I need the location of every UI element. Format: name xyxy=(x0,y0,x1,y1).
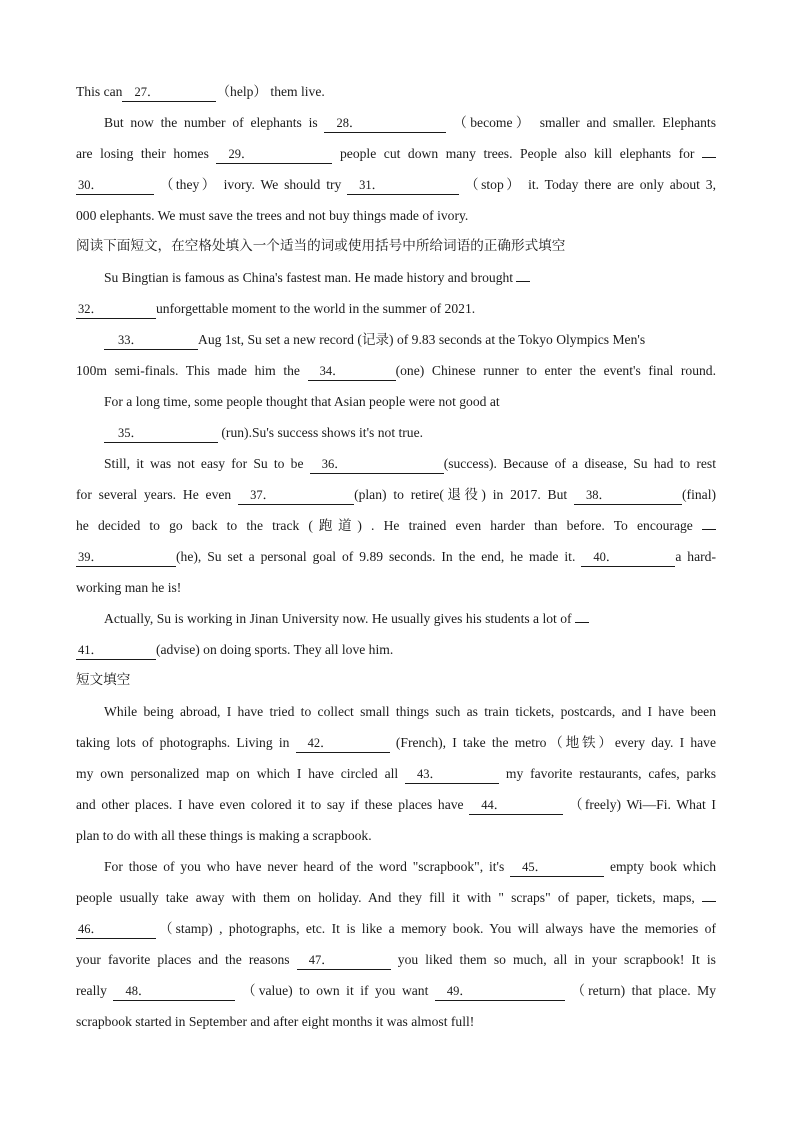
text: （value) to own it if you want xyxy=(241,983,429,998)
blank-number: 33． xyxy=(118,333,144,347)
passage3-line-9 xyxy=(76,944,716,975)
text: my own personalized map on which I have circled all xyxy=(76,766,399,781)
blank-31[interactable] xyxy=(347,178,459,195)
text: Aug 1st, Su set a new record (记录) of 9.83 seconds at the Tokyo Olympics Men's xyxy=(198,332,646,347)
blank-number: 45． xyxy=(522,860,548,874)
blank-46-start[interactable] xyxy=(702,885,716,902)
text: you liked them so much, all in your scrapbook! It is xyxy=(397,952,716,967)
passage1-line-5 xyxy=(76,200,716,231)
text: Su Bingtian is famous as China's fastest man. He made history and brought xyxy=(104,270,514,285)
blank-number: 28． xyxy=(336,116,362,130)
text: (run).Su's success shows it's not true. xyxy=(221,425,424,440)
passage3-line-10 xyxy=(76,975,716,1006)
text: (success). Because of a disease, Su had to rest xyxy=(443,456,716,471)
passage2-line-5 xyxy=(76,386,716,417)
text: a hard- xyxy=(675,549,716,564)
text: your favorite places and the reasons xyxy=(76,952,290,967)
passage2-line-8 xyxy=(76,479,716,510)
text: But now the number of elephants is xyxy=(104,115,318,130)
passage3-line-4 xyxy=(76,789,716,820)
blank-number: 42． xyxy=(307,736,333,750)
blank-30[interactable] xyxy=(76,178,154,195)
passage2-line-13 xyxy=(76,634,716,665)
passage3-line-5 xyxy=(76,820,716,851)
document-page xyxy=(76,76,716,1037)
text: (French), I take the metro（地铁）every day. I have xyxy=(395,735,716,750)
passage3-line-3 xyxy=(76,758,716,789)
blank-number: 38． xyxy=(586,488,612,502)
blank-32-start[interactable] xyxy=(516,265,530,282)
passage3-line-6 xyxy=(76,851,716,882)
blank-number: 39． xyxy=(78,550,104,564)
blank-41-start[interactable] xyxy=(575,606,589,623)
blank-30-start[interactable] xyxy=(702,141,716,158)
passage2-line-12 xyxy=(76,603,716,634)
blank-37[interactable] xyxy=(238,488,354,505)
blank-34[interactable] xyxy=(308,364,396,381)
blank-32[interactable] xyxy=(76,302,156,319)
blank-33[interactable] xyxy=(104,333,198,350)
text: (advise) on doing sports. They all love him. xyxy=(156,642,394,657)
blank-number: 49． xyxy=(446,984,472,998)
passage2-line-6 xyxy=(76,417,716,448)
blank-49[interactable] xyxy=(435,984,565,1001)
text: plan to do with all these things is making a scrapbook. xyxy=(76,828,372,843)
blank-38[interactable] xyxy=(574,488,682,505)
blank-number: 30． xyxy=(78,178,104,192)
blank-45[interactable] xyxy=(510,860,604,877)
blank-44[interactable] xyxy=(469,798,563,815)
blank-36[interactable] xyxy=(310,457,444,474)
passage2-line-10 xyxy=(76,541,716,572)
passage2-line-4 xyxy=(76,355,716,386)
text: are losing their homes xyxy=(76,146,209,161)
passage2-line-11 xyxy=(76,572,716,603)
blank-number: 32． xyxy=(78,302,104,316)
blank-number: 35． xyxy=(118,426,144,440)
blank-43[interactable] xyxy=(405,767,499,784)
blank-number: 36． xyxy=(321,457,347,471)
text: my favorite restaurants, cafes, parks xyxy=(505,766,716,781)
blank-29[interactable] xyxy=(216,147,332,164)
blank-47[interactable] xyxy=(297,953,391,970)
text: and other places. I have even colored it to say if these places have xyxy=(76,797,464,812)
text: empty book which xyxy=(609,859,716,874)
blank-39[interactable] xyxy=(76,550,176,567)
blank-35[interactable] xyxy=(104,426,218,443)
blank-number: 34． xyxy=(319,364,345,378)
text: （stamp) , photographs, etc. It is like a memory book. You will always have the memories of xyxy=(156,921,716,936)
text: 100m semi-finals. This made him the xyxy=(76,363,300,378)
blank-number: 43． xyxy=(417,767,443,781)
text: (he), Su set a personal goal of 9.89 seconds. In the end, he made it. xyxy=(176,549,576,564)
text: people usually take away with them on holiday. And they fill it with " scraps" of paper, tickets, maps, xyxy=(76,890,695,905)
blank-number: 48． xyxy=(125,984,151,998)
passage2-line-2 xyxy=(76,293,716,324)
passage2-line-7 xyxy=(76,448,716,479)
text: For those of you who have never heard of the word "scrapbook", it's xyxy=(104,859,505,874)
text: taking lots of photographs. Living in xyxy=(76,735,290,750)
text: While being abroad, I have tried to collect small things such as train tickets, postcards, and I have been xyxy=(104,704,716,719)
passage1-line-1 xyxy=(76,76,716,107)
passage2-line-1 xyxy=(76,262,716,293)
text: （they） ivory. We should try xyxy=(159,177,342,192)
text: For a long time, some people thought that Asian people were not good at xyxy=(104,394,500,409)
text: unforgettable moment to the world in the summer of 2021. xyxy=(156,301,476,316)
blank-48[interactable] xyxy=(113,984,235,1001)
passage1-line-4 xyxy=(76,169,716,200)
text: （become） smaller and smaller. Elephants xyxy=(453,115,716,130)
section-heading: 阅读下面短文，在空格处填入一个适当的词或使用括号中所给词语的正确形式填空 xyxy=(76,238,566,254)
passage1-line-3 xyxy=(76,138,716,169)
blank-number: 44． xyxy=(481,798,507,812)
text: (plan) to retire(退役) in 2017. But xyxy=(354,487,568,502)
blank-number: 37． xyxy=(250,488,276,502)
blank-number: 31． xyxy=(359,178,385,192)
text: （freely) Wi—Fi. What I xyxy=(568,797,716,812)
text: scrapbook started in September and after eight months it was almost full! xyxy=(76,1014,475,1029)
blank-number: 40． xyxy=(593,550,619,564)
text: Still, it was not easy for Su to be xyxy=(104,456,304,471)
passage2-line-3 xyxy=(76,324,716,355)
blank-42[interactable] xyxy=(296,736,390,753)
blank-number: 47． xyxy=(308,953,334,967)
text: (one) Chinese runner to enter the event's final round. xyxy=(395,363,716,378)
passage3-line-8 xyxy=(76,913,716,944)
section-heading: 短文填空 xyxy=(76,672,131,688)
text: 000 elephants. We must save the trees and not buy things made of ivory. xyxy=(76,208,469,223)
passage1-line-2 xyxy=(76,107,716,138)
text: he decided to go back to the track (跑道) . He trained even harder than before. To encourage xyxy=(76,518,693,533)
text: (final) xyxy=(682,487,716,502)
text: （help） them live. xyxy=(216,84,325,99)
blank-number: 29． xyxy=(228,147,254,161)
text: This can xyxy=(76,84,123,99)
passage3-line-1 xyxy=(76,696,716,727)
passage3-line-2 xyxy=(76,727,716,758)
blank-39-start[interactable] xyxy=(702,513,716,530)
blank-46[interactable] xyxy=(76,922,156,939)
text: （return) that place. My xyxy=(571,983,716,998)
blank-28[interactable] xyxy=(324,116,446,133)
text: working man he is! xyxy=(76,580,182,595)
passage2-line-9 xyxy=(76,510,716,541)
passage3-line-11 xyxy=(76,1006,716,1037)
text: people cut down many trees. People also kill elephants for xyxy=(340,146,695,161)
blank-41[interactable] xyxy=(76,643,156,660)
text: for several years. He even xyxy=(76,487,232,502)
blank-number: 46． xyxy=(78,922,104,936)
blank-40[interactable] xyxy=(581,550,675,567)
text: Actually, Su is working in Jinan University now. He usually gives his students a lot of xyxy=(104,611,572,626)
text: （stop） it. Today there are only about 3, xyxy=(465,177,716,192)
text: really xyxy=(76,983,107,998)
blank-number: 41． xyxy=(78,643,104,657)
blank-number: 27． xyxy=(134,85,160,99)
blank-27[interactable] xyxy=(122,85,216,102)
passage3-line-7 xyxy=(76,882,716,913)
